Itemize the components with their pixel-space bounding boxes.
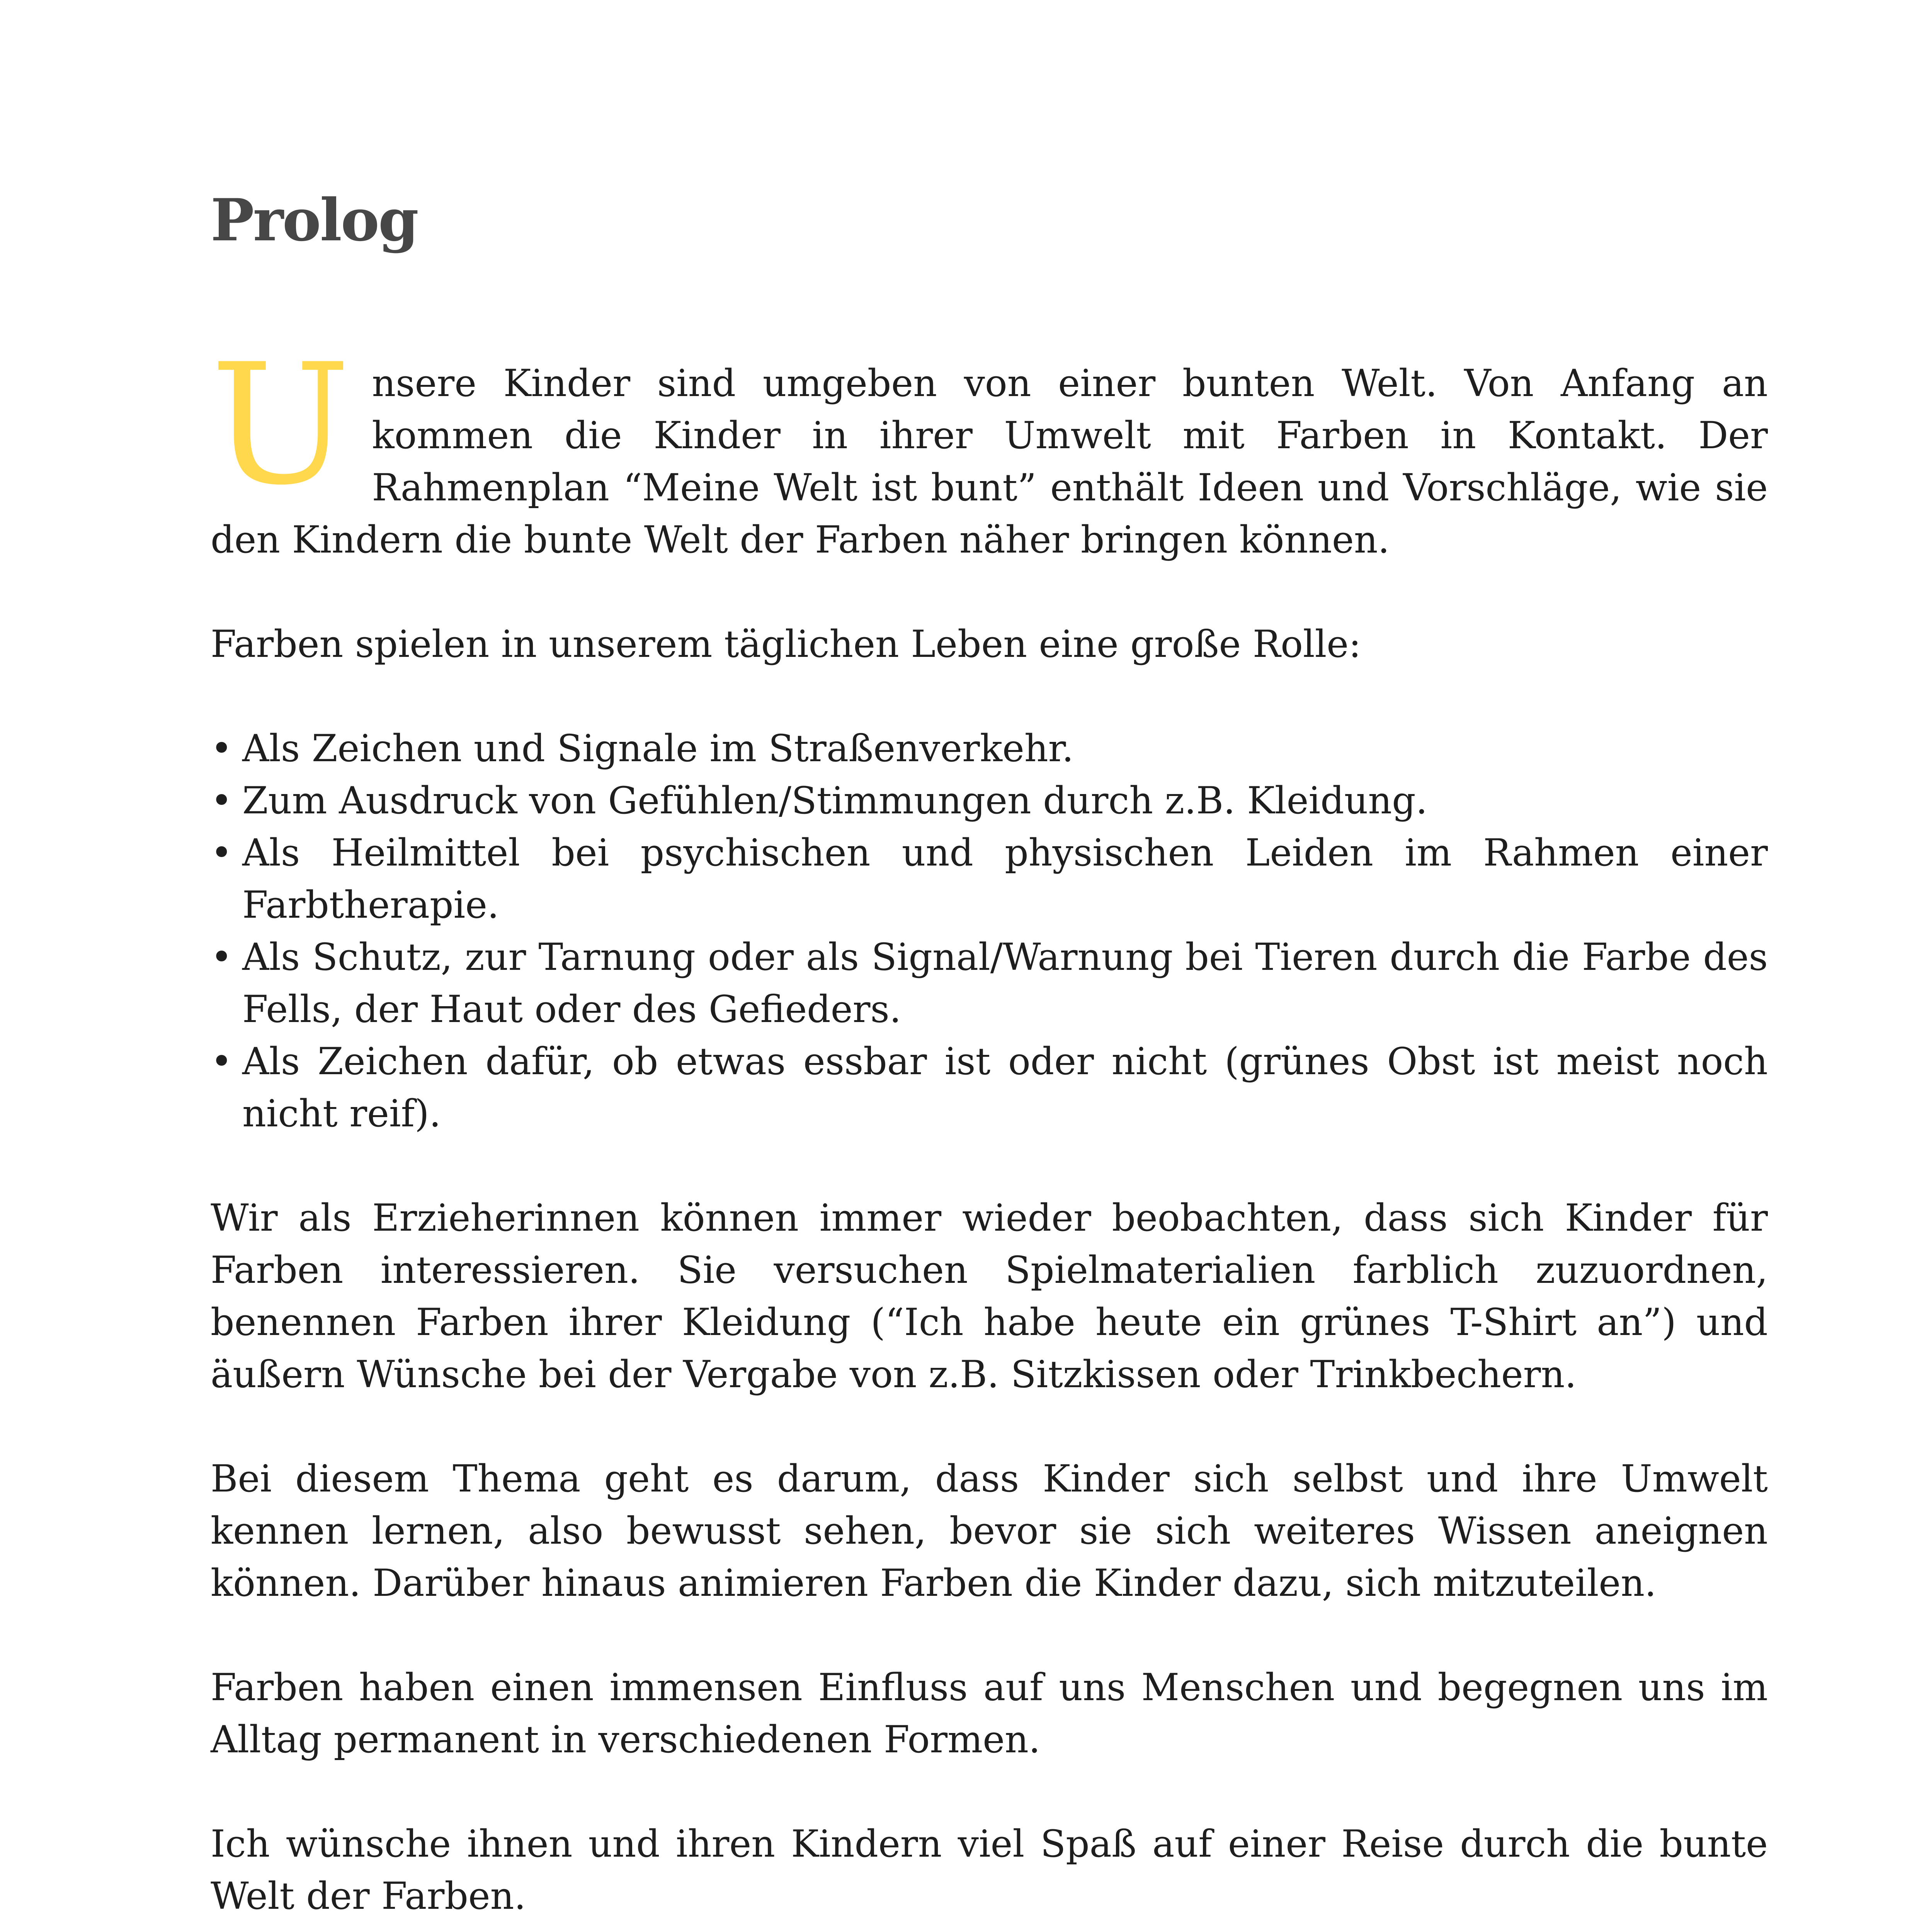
list-item [211,723,1768,775]
paragraph-spacer [211,1140,1768,1192]
paragraph-spacer [211,1609,1768,1662]
bullet-icon: • [211,1040,233,1083]
lead-paragraph: Farben spielen in unserem täglichen Leben eine große Rolle: [211,622,1361,666]
list-item-text: Als Heilmittel bei psychischen und physischen Leiden im Rahmen einer Farbtherapie. [242,831,1768,927]
paragraph-spacer [211,1766,1768,1818]
bullet-icon: • [211,727,233,770]
drop-cap-letter: U [211,328,351,522]
intro-paragraph [211,328,1768,566]
paragraph-spacer [211,1401,1768,1453]
bullet-list [211,723,1768,1140]
list-item-text: Als Zeichen dafür, ob etwas essbar ist oder nicht (grünes Obst ist meist noch nicht reif). [242,1040,1768,1135]
list-item [211,931,1768,1036]
list-item [211,1036,1768,1140]
list-item-text: Zum Ausdruck von Gefühlen/Stimmungen durch z.B. Kleidung. [242,779,1428,822]
paragraph-spacer [211,670,1768,723]
body-paragraph: Wir als Erzieherinnen können immer wieder beobachten, dass sich Kinder für Farben interessieren. Sie versuchen Spielmaterialien farblich zuzuordnen, benennen Farben ihrer Kleidung (“Ich habe heute ein grünes T-Shirt an”) und äußern Wünsche bei der Vergabe von z.B. Sitzkissen oder Trinkbechern. [211,1196,1768,1396]
list-item [211,775,1768,827]
body-paragraph: Farben haben einen immensen Einfluss auf uns Menschen und begegnen uns im Alltag permanent in verschiedenen Formen. [211,1666,1768,1761]
page-content [211,182,1768,1922]
intro-paragraph-text: nsere Kinder sind umgeben von einer bunten Welt. Von Anfang an kommen die Kinder in ihrer Umwelt mit Farben in Kontakt. Der Rahmenplan “Meine Welt ist bunt” enthält Ideen und Vorschläge, wie sie den Kindern die bunte Welt der Farben näher bringen können. [211,362,1768,561]
list-item-text: Als Zeichen und Signale im Straßenverkehr. [242,727,1074,770]
body-paragraph: Bei diesem Thema geht es darum, dass Kinder sich selbst und ihre Umwelt kennen lernen, also bewusst sehen, bevor sie sich weiteres Wissen aneignen können. Darüber hinaus animieren Farben die Kinder dazu, sich mitzuteilen. [211,1457,1768,1605]
bullet-icon: • [211,779,233,822]
bullet-icon: • [211,935,233,979]
page-title: Prolog [211,186,418,254]
list-item-text: Als Schutz, zur Tarnung oder als Signal/Warnung bei Tieren durch die Farbe des Fells, der Haut oder des Gefieders. [242,935,1768,1031]
paragraph-spacer [211,566,1768,618]
closing-paragraph: Ich wünsche ihnen und ihren Kindern viel Spaß auf einer Reise durch die bunte Welt der Farben. [211,1822,1768,1918]
list-item [211,827,1768,931]
bullet-icon: • [211,831,233,874]
